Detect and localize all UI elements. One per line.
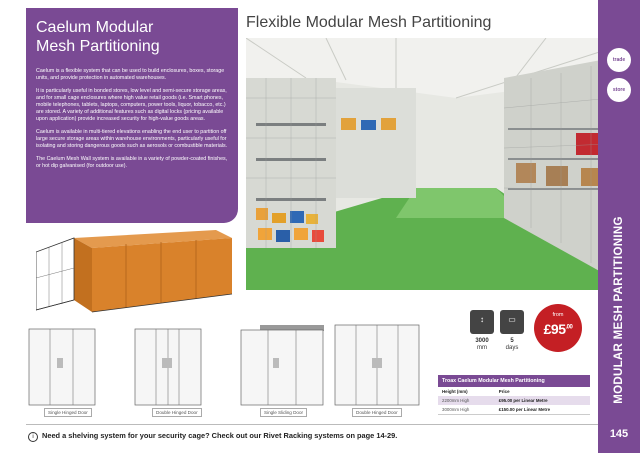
orange-enclosure-illustration bbox=[36, 228, 236, 316]
page-heading: Flexible Modular Mesh Partitioning bbox=[246, 14, 492, 31]
price-badge bbox=[534, 304, 582, 352]
intro-title: Caelum Modular Mesh Partitioning bbox=[36, 19, 160, 55]
single-sliding-door-drawing bbox=[240, 324, 324, 406]
row-height: 2200mm High bbox=[442, 398, 470, 403]
trade-badge-icon: trade bbox=[607, 48, 631, 72]
footer-text: Need a shelving system for your security cage? Check out our Rivet Racking systems on page 14-29. bbox=[42, 431, 398, 440]
section-side-band bbox=[598, 0, 640, 453]
header-price: Price bbox=[495, 387, 590, 396]
height-unit: mm bbox=[477, 345, 487, 351]
delivery-label: Delivery bbox=[505, 335, 519, 339]
price-table bbox=[438, 375, 590, 415]
store-badge-icon: store bbox=[607, 78, 631, 102]
table-row bbox=[438, 396, 590, 405]
price-table-caption: Troax Caelum Modular Mesh Partitioning bbox=[438, 375, 590, 387]
row-price: £150.00 per Linear Metre bbox=[498, 407, 551, 412]
double-hinged-door-drawing bbox=[334, 324, 420, 406]
warehouse-photo bbox=[246, 38, 612, 290]
price-badge-from: from bbox=[552, 312, 564, 318]
section-title bbox=[602, 216, 636, 404]
height-icon: ↕ Height bbox=[470, 310, 494, 334]
intro-paragraph: Caelum is a flexible system that can be used to build enclosures, boxes, storage units, and provide protection in automated warehouses. bbox=[36, 68, 225, 81]
footer-divider bbox=[26, 424, 598, 425]
table-row bbox=[438, 405, 590, 415]
panel-caption: Double Hinged Door bbox=[152, 408, 202, 417]
page-number: 145 bbox=[609, 428, 629, 440]
row-price: £95.00 per Linear Metre bbox=[498, 398, 548, 403]
intro-panel bbox=[26, 8, 238, 223]
panel-caption: Double Hinged Door bbox=[352, 408, 402, 417]
delivery-unit: days bbox=[505, 345, 519, 351]
intro-paragraph: It is particularly useful in bonded stores, low level and semi-secure storage areas, and for small cage enclosures where high value retail goods (i.e. Smart phones, mobile telephones, tablets, laptops, computers, power tools, liquor, tobacco, etc.) are stored. A variety of additional features such as digital locks (pricing available upon application) provide increased security for high-value goods areas. bbox=[36, 88, 227, 122]
price-table-header-row bbox=[438, 387, 590, 396]
delivery-icon: ▭ Delivery bbox=[500, 310, 524, 334]
info-icon: i bbox=[28, 432, 38, 442]
height-label: Height bbox=[476, 335, 488, 339]
intro-paragraph: Caelum is available in multi-tiered elevations enabling the end user to partition off large secure storage areas within warehouse environments, particularly useful for isolating and storing dangerous goods such as aerosols or combustible materials. bbox=[36, 129, 228, 149]
intro-paragraph: The Caelum Mesh Wall system is available in a variety of powder-coated finishes, or hot dip galvanised (for outdoor use). bbox=[36, 156, 228, 169]
panel-caption: Single Hinged Door bbox=[44, 408, 92, 417]
double-hinged-door-drawing bbox=[134, 328, 202, 406]
footer-note bbox=[28, 431, 397, 442]
height-value: 3000 bbox=[475, 338, 489, 344]
section-title-text: MODULAR MESH PARTITIONING bbox=[613, 216, 625, 404]
row-height: 3000mm High bbox=[442, 407, 470, 412]
delivery-value: 5 bbox=[510, 338, 514, 344]
header-height: Height (mm) bbox=[438, 387, 495, 396]
panel-caption: Single Sliding Door bbox=[260, 408, 307, 417]
single-hinged-door-drawing bbox=[28, 328, 96, 406]
price-badge-amount: $£95^{.00}$ bbox=[543, 321, 573, 337]
